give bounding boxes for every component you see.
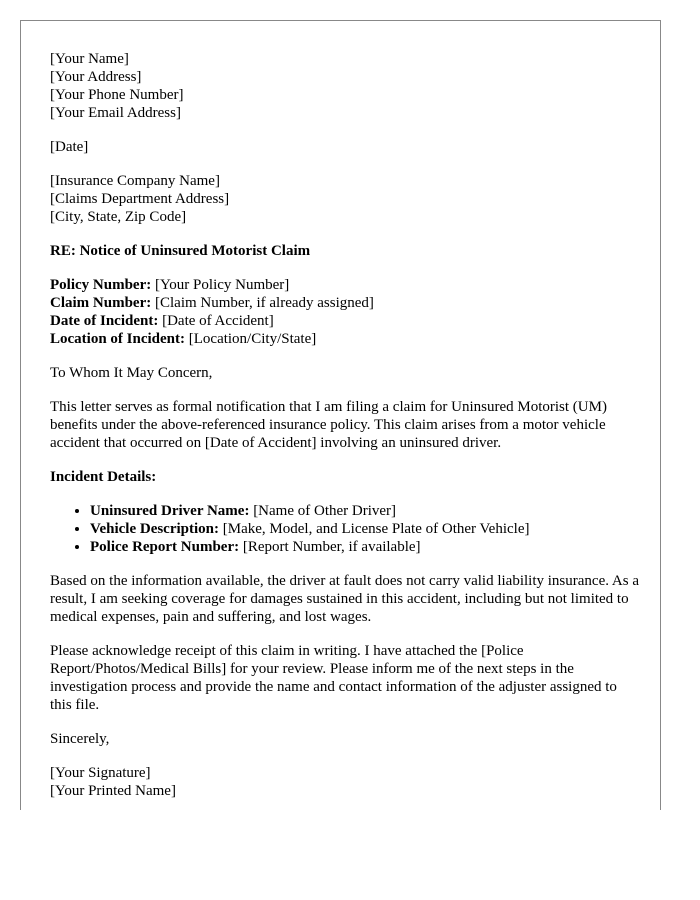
salutation: To Whom It May Concern,: [50, 365, 213, 381]
claim-number-value: [Claim Number, if already assigned]: [155, 295, 374, 311]
sender-name: [Your Name]: [50, 51, 129, 67]
letter-content: [50, 50, 640, 816]
policy-number-value: [Your Policy Number]: [154, 277, 290, 293]
incident-details-heading: Incident Details:: [50, 469, 157, 485]
police-report-value: [Report Number, if available]: [242, 539, 421, 555]
police-report-label: Police Report Number:: [90, 539, 240, 555]
letter-page: [20, 20, 661, 810]
incident-location-line: [50, 330, 640, 348]
recipient-address: [Claims Department Address]: [50, 191, 230, 207]
list-item: [90, 502, 640, 520]
liability-paragraph: Based on the information available, the driver at fault does not carry valid liability insurance. As a result, I am seeking coverage for damages sustained in this accident, including but not limited to medical expenses, pain and suffering, and lost wages.: [50, 573, 639, 625]
signature-block: [50, 764, 640, 800]
request-paragraph: Please acknowledge receipt of this claim in writing. I have attached the [Police Report/Photos/Medical Bills] for your review. Please inform me of the next steps in the investigation process and provide the name and contact information of the adjuster assigned to this file.: [50, 643, 617, 713]
claim-number-label: Claim Number:: [50, 295, 152, 311]
incident-details-list: [50, 502, 640, 556]
recipient-block: [50, 172, 640, 226]
subject-block: [50, 242, 640, 260]
driver-name-label: Uninsured Driver Name:: [90, 503, 250, 519]
claim-number-line: [50, 294, 640, 312]
vehicle-description-label: Vehicle Description:: [90, 521, 220, 537]
closing: Sincerely,: [50, 731, 110, 747]
intro-paragraph: This letter serves as formal notification that I am filing a claim for Uninsured Motorist (UM) benefits under the above-referenced insurance policy. This claim arises from a motor vehicle accident that occurred on [Date of Accident] involving an uninsured driver.: [50, 399, 607, 451]
policy-number-line: [50, 276, 640, 294]
recipient-city-state-zip: [City, State, Zip Code]: [50, 209, 187, 225]
printed-name: [Your Printed Name]: [50, 783, 176, 799]
sender-phone: [Your Phone Number]: [50, 87, 184, 103]
incident-location-label: Location of Incident:: [50, 331, 185, 347]
sender-address: [Your Address]: [50, 69, 142, 85]
incident-date-line: [50, 312, 640, 330]
incident-date-label: Date of Incident:: [50, 313, 159, 329]
vehicle-description-value: [Make, Model, and License Plate of Other Vehicle]: [222, 521, 530, 537]
subject-line: RE: Notice of Uninsured Motorist Claim: [50, 243, 311, 259]
driver-name-value: [Name of Other Driver]: [253, 503, 397, 519]
sender-email: [Your Email Address]: [50, 105, 181, 121]
list-item: [90, 538, 640, 556]
incident-date-value: [Date of Accident]: [162, 313, 274, 329]
list-item: [90, 520, 640, 538]
recipient-company: [Insurance Company Name]: [50, 173, 220, 189]
policy-number-label: Policy Number:: [50, 277, 152, 293]
claim-info-block: [50, 276, 640, 348]
date-block: [50, 138, 640, 156]
incident-location-value: [Location/City/State]: [188, 331, 317, 347]
letter-date: [Date]: [50, 139, 89, 155]
sender-block: [50, 50, 640, 122]
signature: [Your Signature]: [50, 765, 151, 781]
